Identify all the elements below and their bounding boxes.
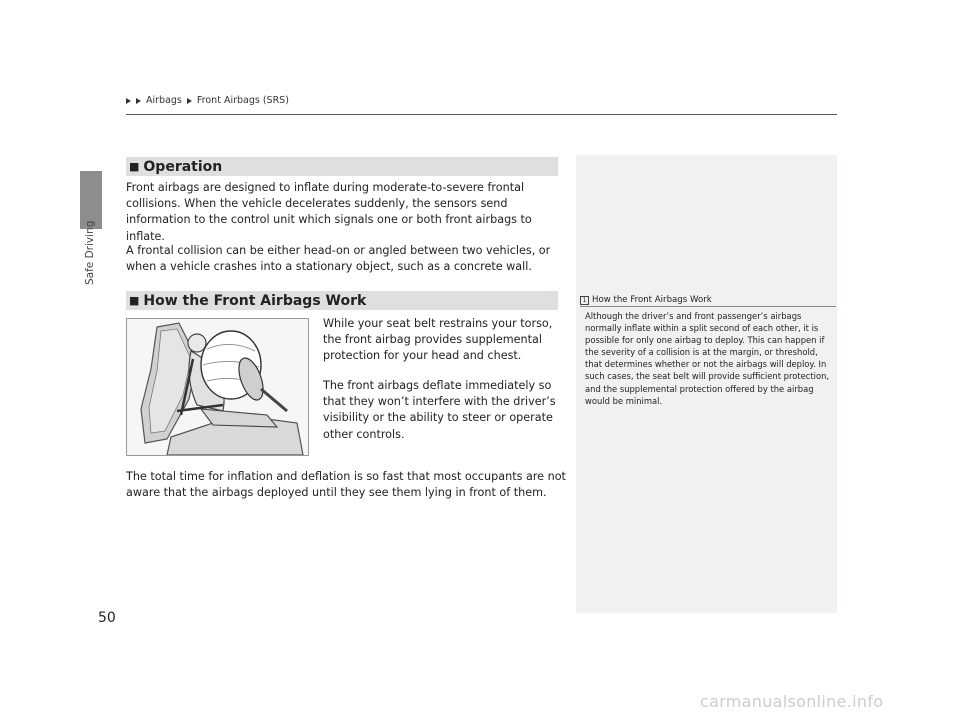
breadcrumb [126,95,289,106]
how-it-works-closing: The total time for inflation and deflation is so fast that most occupants are not aware that the airbags deployed until they see them lying in front of them. [126,470,566,500]
header-rule [126,114,837,115]
operation-title: Operation [143,158,223,175]
airbag-deployment-icon [127,319,308,455]
note-body: Although the driver’s and front passenger’s airbags normally inflate within a split second of each other, it is possible for only one airbag to deploy. This can happen if the severity of a collision is at the margin, or threshold, that determines whether or not the airbags will deploy. In such cases, the seat belt will provide sufficient protection, and the supplemental protection offered by the airbag would be minimal. [585,311,830,406]
breadcrumb-item-front-airbags[interactable]: Front Airbags (SRS) [196,95,289,106]
breadcrumb-arrow-icon [187,98,192,104]
note-rule [580,306,836,307]
heading-square-icon: ■ [129,160,140,173]
operation-paragraph-1: Front airbags are designed to inflate during moderate-to-severe frontal collisions. When the vehicle decelerates suddenly, the sensors send information to the control unit which signals one or both front airbags to inflate. [126,181,532,243]
how-it-works-paragraph-1: While your seat belt restrains your torso, the front airbag provides supplemental protection for your head and chest. [323,317,553,363]
watermark: carmanualsonline.info [700,692,884,711]
breadcrumb-arrow-icon [136,98,141,104]
note-title-text: How the Front Airbags Work [592,295,712,305]
breadcrumb-arrow-icon [126,98,131,104]
page-number: 50 [98,610,116,626]
how-it-works-heading [126,291,558,310]
note-reference-icon: 1 [580,296,589,305]
how-it-works-paragraph-2: The front airbags deflate immediately so that they won’t interfere with the driver’s visibility or the ability to steer or operate other controls. [323,379,556,441]
note-title [580,295,712,305]
breadcrumb-item-airbags[interactable]: Airbags [146,95,182,106]
heading-square-icon: ■ [129,294,140,307]
airbag-illustration [126,318,309,456]
side-tab-label: Safe Driving [84,220,96,285]
operation-heading [126,157,558,176]
how-it-works-title: How the Front Airbags Work [143,292,367,309]
operation-paragraph-2: A frontal collision can be either head-on or angled between two vehicles, or when a vehicle crashes into a stationary object, such as a concrete wall. [126,244,551,274]
